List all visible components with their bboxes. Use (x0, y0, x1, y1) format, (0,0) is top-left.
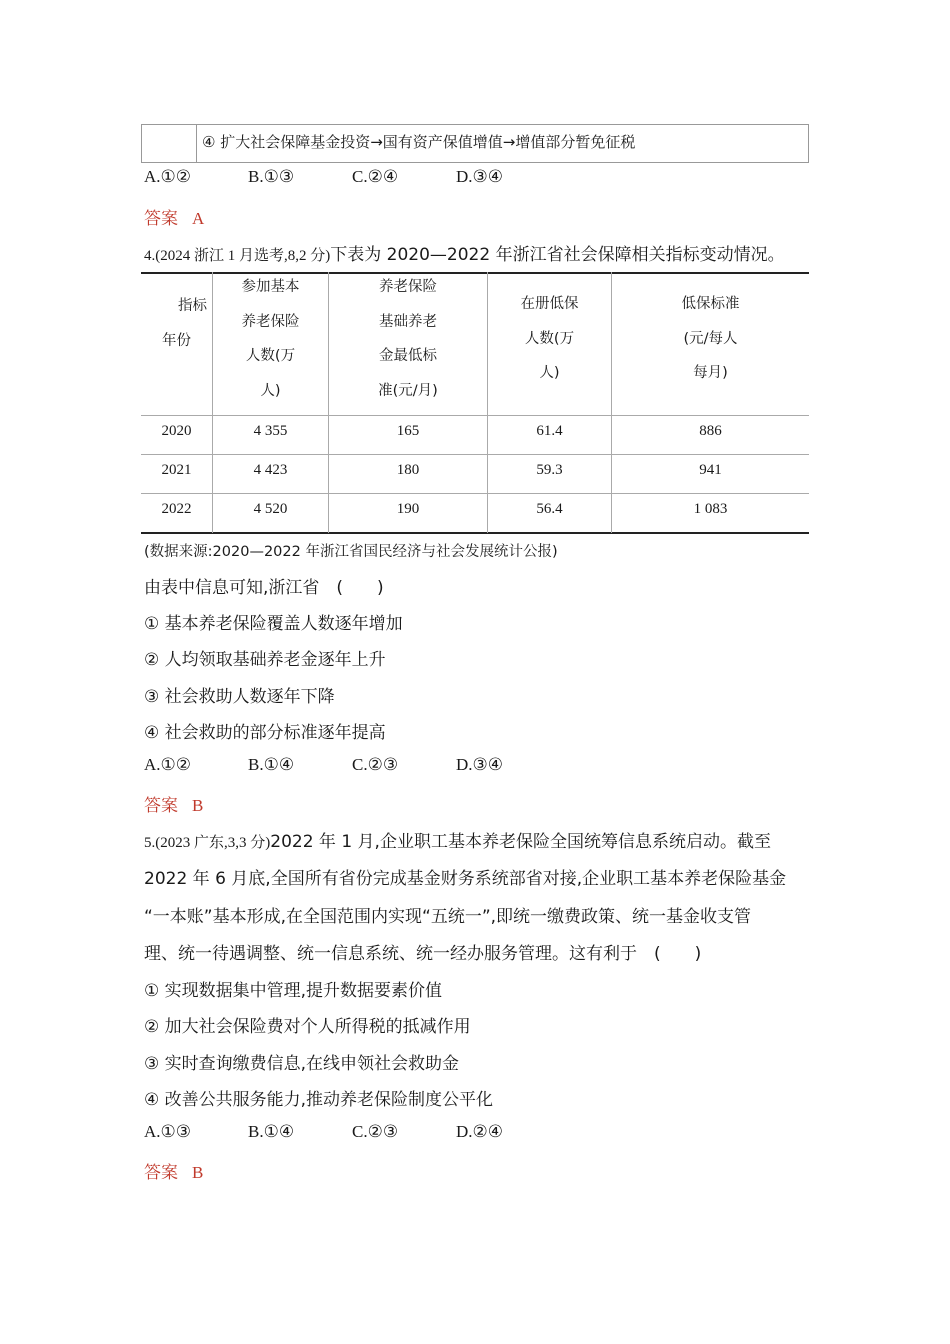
q3-option-a: A.①② (144, 167, 192, 186)
q4-item-3: ③ 社会救助人数逐年下降 (144, 687, 335, 707)
table-rule-bottom (141, 532, 809, 534)
cell-value: 886 (699, 423, 722, 439)
cell-value: 4 423 (253, 462, 288, 478)
q5-stem-line-4: 理、统一待遇调整、统一信息系统、统一经办服务管理。这有利于 ( ) (144, 944, 702, 964)
cell-year: 2022 (161, 501, 192, 517)
header-line: 人数(万 (524, 330, 575, 347)
q4-item-2: ② 人均领取基础养老金逐年上升 (144, 650, 386, 670)
answer-label: 答案 (144, 796, 178, 816)
q3-option-c: C.②④ (352, 167, 399, 186)
header-col-2 (329, 270, 487, 408)
q4-stem-text: 下表为 2020—2022 年浙江省社会保障相关指标变动情况。 (330, 245, 785, 265)
q5-item-2: ② 加大社会保险费对个人所得税的抵减作用 (144, 1017, 471, 1037)
q3-option-d: D.③④ (456, 167, 504, 186)
q4-item-1: ① 基本养老保险覆盖人数逐年增加 (144, 614, 403, 634)
q5-answer (144, 1158, 203, 1183)
table-rule (141, 454, 809, 455)
cell-value: 165 (396, 423, 420, 439)
cell-value: 56.4 (536, 501, 563, 517)
q4-question: 由表中信息可知,浙江省 ( ) (144, 578, 384, 598)
q5-option-d: D.②④ (456, 1122, 504, 1141)
header-line: (元/每人 (683, 330, 738, 347)
cell-value: 61.4 (536, 423, 563, 439)
q4-options (144, 755, 560, 775)
header-line: 金最低标 (379, 348, 437, 364)
cell-value: 941 (699, 462, 722, 478)
cell-year: 2020 (161, 423, 192, 439)
cell-value: 1 083 (693, 501, 728, 517)
cell-value: 4 355 (253, 423, 288, 439)
q3-option-b: B.①③ (248, 167, 295, 186)
q5-stem-text: 2022 年 1 月,企业职工基本养老保险全国统筹信息系统启动。截至 (270, 832, 771, 852)
cell-value: 59.3 (536, 462, 563, 478)
corner-header-year: 年份 (162, 333, 191, 349)
answer-value: A (192, 209, 205, 228)
q4-option-c: C.②③ (352, 755, 399, 774)
header-line: 人) (260, 382, 281, 399)
header-line: 每月) (693, 365, 728, 381)
q3-table-row: ④ 扩大社会保障基金投资→国有资产保值增值→增值部分暂免征税 (202, 133, 636, 151)
cell-value: 4 520 (253, 501, 288, 517)
q4-item-4: ④ 社会救助的部分标准逐年提高 (144, 723, 386, 743)
q3-table-fragment (141, 124, 809, 163)
answer-value: B (192, 1163, 204, 1182)
q4-data-table (141, 272, 809, 534)
q5-option-a: A.①③ (144, 1122, 192, 1141)
header-col-4 (612, 287, 809, 391)
cell-value: 180 (396, 462, 420, 478)
header-line: 人) (539, 365, 560, 381)
corner-header-indicator: 指标 (178, 298, 207, 314)
q4-option-d: D.③④ (456, 755, 504, 774)
table-rule (141, 415, 809, 416)
header-col-3 (488, 287, 611, 391)
q3-options (144, 167, 560, 187)
q4-stem (144, 240, 785, 265)
q5-option-c: C.②③ (352, 1122, 399, 1141)
answer-label: 答案 (144, 1163, 178, 1183)
header-line: 基础养老 (379, 313, 437, 330)
cell-value: 190 (396, 501, 420, 517)
header-line: 养老保险 (241, 313, 300, 330)
table-divider (196, 125, 197, 162)
table-rule (141, 493, 809, 494)
header-line: 参加基本 (241, 279, 300, 295)
q3-answer (144, 204, 204, 229)
q4-option-a: A.①② (144, 755, 192, 774)
header-line: 人数(万 (245, 348, 296, 364)
q5-option-b: B.①④ (248, 1122, 295, 1141)
q5-stem-line-3: “一本账”基本形成,在全国范围内实现“五统一”,即统一缴费政策、统一基金收支管 (144, 907, 752, 927)
q5-stem-line-2: 2022 年 6 月底,全国所有省份完成基金财务系统部省对接,企业职工基本养老保险基金 (144, 869, 787, 889)
header-line: 低保标准 (681, 296, 740, 312)
q5-item-1: ① 实现数据集中管理,提升数据要素价值 (144, 981, 443, 1001)
q4-option-b: B.①④ (248, 755, 295, 774)
cell-year: 2021 (161, 462, 192, 478)
q4-source-tag: 4.(2024 浙江 1 月选考,8,2 分) (144, 248, 331, 264)
header-line: 在册低保 (520, 296, 579, 312)
q5-options (144, 1122, 560, 1142)
q5-stem-line-1 (144, 827, 771, 852)
q4-source-note: (数据来源:2020—2022 年浙江省国民经济与社会发展统计公报) (144, 544, 558, 560)
answer-label: 答案 (144, 209, 178, 229)
header-line: 准(元/月) (378, 382, 438, 399)
q5-source-tag: 5.(2023 广东,3,3 分) (144, 835, 271, 851)
header-col-1 (213, 270, 328, 408)
answer-value: B (192, 796, 204, 815)
q5-item-4: ④ 改善公共服务能力,推动养老保险制度公平化 (144, 1090, 494, 1110)
q4-answer (144, 791, 203, 816)
q5-item-3: ③ 实时查询缴费信息,在线申领社会救助金 (144, 1054, 460, 1074)
header-line: 养老保险 (379, 279, 437, 295)
